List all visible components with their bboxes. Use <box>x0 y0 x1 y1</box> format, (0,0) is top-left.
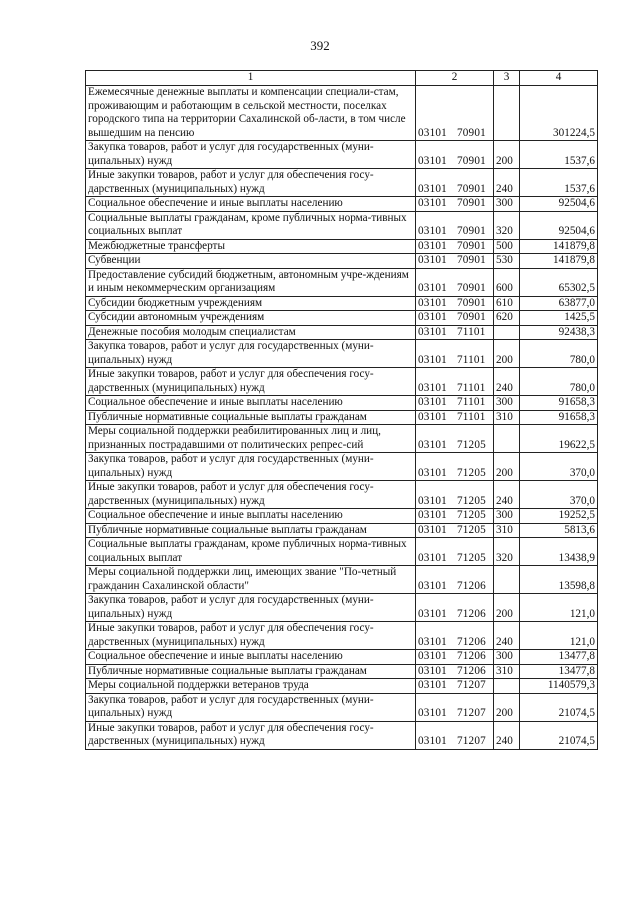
row-target-code <box>416 340 494 368</box>
table-row <box>86 268 598 296</box>
row-name: Социальные выплаты гражданам, кроме публичных норма-тивных социальных выплат <box>86 211 416 239</box>
row-target-code <box>416 664 494 679</box>
row-amount: 1537,6 <box>520 169 598 197</box>
code-item: 71205 <box>456 494 486 507</box>
code-item: 70901 <box>456 254 486 266</box>
row-expense-type: 240 <box>494 169 520 197</box>
code-item: 70901 <box>456 239 486 252</box>
code-section: 03101 <box>418 197 447 209</box>
code-item: 71101 <box>456 325 486 338</box>
row-target-code <box>416 410 494 425</box>
code-section: 03101 <box>418 650 447 662</box>
budget-table <box>85 70 598 750</box>
row-target-code <box>416 197 494 212</box>
table-row <box>86 664 598 679</box>
table-row <box>86 622 598 650</box>
row-amount: 1537,6 <box>520 141 598 169</box>
row-target-code <box>416 169 494 197</box>
row-name: Иные закупки товаров, работ и услуг для обеспечения госу-дарственных (муниципальных) нужд <box>86 721 416 749</box>
code-item: 71205 <box>456 509 486 521</box>
table-row <box>86 453 598 481</box>
table-row <box>86 566 598 594</box>
row-name: Социальное обеспечение и иные выплаты населению <box>86 509 416 524</box>
row-target-code <box>416 509 494 524</box>
code-section: 03101 <box>418 664 447 677</box>
row-name: Закупка товаров, работ и услуг для государственных (муни-ципальных) нужд <box>86 141 416 169</box>
row-target-code <box>416 622 494 650</box>
code-item: 71205 <box>456 523 486 536</box>
code-section: 03101 <box>418 579 447 592</box>
row-name: Межбюджетные трансферты <box>86 239 416 254</box>
row-amount: 19252,5 <box>520 509 598 524</box>
row-amount: 65302,5 <box>520 268 598 296</box>
code-item: 71206 <box>456 635 486 648</box>
table-row <box>86 509 598 524</box>
row-name: Закупка товаров, работ и услуг для государственных (муни-ципальных) нужд <box>86 594 416 622</box>
row-expense-type: 320 <box>494 538 520 566</box>
row-target-code <box>416 296 494 311</box>
code-item: 70901 <box>456 225 486 237</box>
header-col-3: 3 <box>494 71 520 86</box>
code-section: 03101 <box>418 182 447 195</box>
code-item: 71205 <box>456 466 486 479</box>
row-amount: 5813,6 <box>520 523 598 538</box>
row-name: Иные закупки товаров, работ и услуг для обеспечения госу-дарственных (муниципальных) нужд <box>86 622 416 650</box>
row-target-code <box>416 538 494 566</box>
code-section: 03101 <box>418 154 447 167</box>
row-name: Публичные нормативные социальные выплаты гражданам <box>86 410 416 425</box>
code-item: 70901 <box>456 197 486 209</box>
row-amount: 301224,5 <box>520 86 598 141</box>
row-name: Закупка товаров, работ и услуг для государственных (муни-ципальных) нужд <box>86 340 416 368</box>
row-target-code <box>416 86 494 141</box>
table-row <box>86 650 598 665</box>
code-section: 03101 <box>418 735 447 747</box>
row-expense-type: 530 <box>494 254 520 269</box>
code-item: 71206 <box>456 664 486 677</box>
code-section: 03101 <box>418 707 447 719</box>
row-amount: 780,0 <box>520 340 598 368</box>
row-expense-type: 200 <box>494 340 520 368</box>
code-section: 03101 <box>418 523 447 536</box>
code-item: 71205 <box>456 438 486 451</box>
row-expense-type: 200 <box>494 453 520 481</box>
code-section: 03101 <box>418 509 447 521</box>
table-row <box>86 481 598 509</box>
header-col-4: 4 <box>520 71 598 86</box>
row-target-code <box>416 523 494 538</box>
row-expense-type: 200 <box>494 594 520 622</box>
row-expense-type: 240 <box>494 368 520 396</box>
page-number: 392 <box>310 38 330 53</box>
row-name: Социальное обеспечение и иные выплаты населению <box>86 197 416 212</box>
row-amount: 13598,8 <box>520 566 598 594</box>
row-expense-type: 240 <box>494 622 520 650</box>
row-expense-type: 300 <box>494 509 520 524</box>
code-item: 71101 <box>456 410 486 423</box>
code-section: 03101 <box>418 679 447 691</box>
code-section: 03101 <box>418 353 447 366</box>
table-row <box>86 254 598 269</box>
code-item: 71205 <box>456 551 486 564</box>
row-expense-type: 620 <box>494 311 520 326</box>
row-target-code <box>416 368 494 396</box>
code-section: 03101 <box>418 325 447 338</box>
row-name: Иные закупки товаров, работ и услуг для обеспечения госу-дарственных (муниципальных) нужд <box>86 481 416 509</box>
row-target-code <box>416 311 494 326</box>
row-expense-type <box>494 86 520 141</box>
code-item: 70901 <box>456 282 486 294</box>
row-amount: 121,0 <box>520 594 598 622</box>
row-amount: 21074,5 <box>520 721 598 749</box>
row-amount: 370,0 <box>520 453 598 481</box>
row-target-code <box>416 721 494 749</box>
row-amount: 91658,3 <box>520 396 598 411</box>
row-expense-type: 500 <box>494 239 520 254</box>
code-section: 03101 <box>418 494 447 507</box>
code-item: 70901 <box>456 296 486 309</box>
row-amount: 13477,8 <box>520 650 598 665</box>
code-item: 71206 <box>456 650 486 662</box>
row-amount: 780,0 <box>520 368 598 396</box>
row-amount: 141879,8 <box>520 239 598 254</box>
code-item: 71207 <box>456 735 486 747</box>
code-item: 71101 <box>456 381 486 394</box>
row-amount: 1425,5 <box>520 311 598 326</box>
row-expense-type: 300 <box>494 650 520 665</box>
row-target-code <box>416 396 494 411</box>
code-section: 03101 <box>418 239 447 252</box>
code-section: 03101 <box>418 311 447 323</box>
table-row <box>86 340 598 368</box>
code-section: 03101 <box>418 551 447 564</box>
row-expense-type: 200 <box>494 693 520 721</box>
code-item: 70901 <box>456 182 486 195</box>
table-row <box>86 141 598 169</box>
row-expense-type: 240 <box>494 721 520 749</box>
row-target-code <box>416 566 494 594</box>
row-target-code <box>416 481 494 509</box>
row-amount: 19622,5 <box>520 425 598 453</box>
table-row <box>86 368 598 396</box>
row-name: Публичные нормативные социальные выплаты гражданам <box>86 664 416 679</box>
row-name: Меры социальной поддержки ветеранов труда <box>86 679 416 694</box>
header-col-1: 1 <box>86 71 416 86</box>
header-col-2: 2 <box>416 71 494 86</box>
row-target-code <box>416 254 494 269</box>
table-row <box>86 693 598 721</box>
row-amount: 1140579,3 <box>520 679 598 694</box>
row-name: Публичные нормативные социальные выплаты гражданам <box>86 523 416 538</box>
code-section: 03101 <box>418 438 447 451</box>
row-target-code <box>416 268 494 296</box>
row-amount: 21074,5 <box>520 693 598 721</box>
table-row <box>86 523 598 538</box>
row-amount: 141879,8 <box>520 254 598 269</box>
code-item: 71101 <box>456 353 486 366</box>
code-section: 03101 <box>418 466 447 479</box>
row-expense-type: 240 <box>494 481 520 509</box>
row-expense-type: 600 <box>494 268 520 296</box>
row-amount: 370,0 <box>520 481 598 509</box>
row-amount: 92438,3 <box>520 325 598 340</box>
row-expense-type: 300 <box>494 396 520 411</box>
row-amount: 13477,8 <box>520 664 598 679</box>
code-section: 03101 <box>418 381 447 394</box>
code-item: 71206 <box>456 579 486 592</box>
table-row <box>86 396 598 411</box>
code-item: 70901 <box>456 126 486 139</box>
table-row <box>86 311 598 326</box>
table-header-row <box>86 71 598 86</box>
code-item: 70901 <box>456 154 486 167</box>
table-row <box>86 721 598 749</box>
code-section: 03101 <box>418 410 447 423</box>
row-target-code <box>416 453 494 481</box>
row-amount: 121,0 <box>520 622 598 650</box>
row-name: Субсидии бюджетным учреждениям <box>86 296 416 311</box>
row-name: Субсидии автономным учреждениям <box>86 311 416 326</box>
row-name: Ежемесячные денежные выплаты и компенсации специали-стам, проживающим и работающим в сельской местности, поселках городского типа на территории Сахалинской об-ласти, в том числе вышедшим на пенсию <box>86 86 416 141</box>
row-target-code <box>416 239 494 254</box>
table-row <box>86 169 598 197</box>
row-name: Закупка товаров, работ и услуг для государственных (муни-ципальных) нужд <box>86 453 416 481</box>
table-row <box>86 86 598 141</box>
row-expense-type <box>494 679 520 694</box>
code-item: 71206 <box>456 607 486 620</box>
table-row <box>86 410 598 425</box>
table-row <box>86 425 598 453</box>
row-target-code <box>416 141 494 169</box>
code-item: 71101 <box>456 396 486 408</box>
row-name: Меры социальной поддержки реабилитированных лиц и лиц, признанных пострадавшими от политических репрес-сий <box>86 425 416 453</box>
row-expense-type: 310 <box>494 523 520 538</box>
row-expense-type: 300 <box>494 197 520 212</box>
table-row <box>86 679 598 694</box>
code-section: 03101 <box>418 396 447 408</box>
row-amount: 91658,3 <box>520 410 598 425</box>
row-expense-type: 310 <box>494 410 520 425</box>
code-section: 03101 <box>418 607 447 620</box>
row-amount: 92504,6 <box>520 211 598 239</box>
code-section: 03101 <box>418 282 447 294</box>
row-expense-type <box>494 425 520 453</box>
row-name: Меры социальной поддержки лиц, имеющих звание "По-четный гражданин Сахалинской области" <box>86 566 416 594</box>
code-section: 03101 <box>418 126 447 139</box>
row-name: Субвенции <box>86 254 416 269</box>
table-row <box>86 538 598 566</box>
row-name: Социальные выплаты гражданам, кроме публичных норма-тивных социальных выплат <box>86 538 416 566</box>
row-amount: 13438,9 <box>520 538 598 566</box>
table-row <box>86 296 598 311</box>
table-row <box>86 211 598 239</box>
row-amount: 92504,6 <box>520 197 598 212</box>
code-section: 03101 <box>418 296 447 309</box>
row-target-code <box>416 650 494 665</box>
row-name: Денежные пособия молодым специалистам <box>86 325 416 340</box>
row-target-code <box>416 693 494 721</box>
row-target-code <box>416 425 494 453</box>
row-name: Закупка товаров, работ и услуг для государственных (муни-ципальных) нужд <box>86 693 416 721</box>
row-expense-type: 310 <box>494 664 520 679</box>
row-name: Социальное обеспечение и иные выплаты населению <box>86 396 416 411</box>
row-expense-type <box>494 325 520 340</box>
table-row <box>86 325 598 340</box>
code-section: 03101 <box>418 254 447 266</box>
code-item: 71207 <box>456 679 486 691</box>
table-row <box>86 239 598 254</box>
table-row <box>86 197 598 212</box>
table-row <box>86 594 598 622</box>
row-target-code <box>416 594 494 622</box>
code-section: 03101 <box>418 225 447 237</box>
row-name: Предоставление субсидий бюджетным, автономным учре-ждениям и иным некоммерческим организациям <box>86 268 416 296</box>
code-item: 70901 <box>456 311 486 323</box>
row-target-code <box>416 211 494 239</box>
row-target-code <box>416 679 494 694</box>
row-name: Социальное обеспечение и иные выплаты населению <box>86 650 416 665</box>
row-amount: 63877,0 <box>520 296 598 311</box>
code-item: 71207 <box>456 707 486 719</box>
row-target-code <box>416 325 494 340</box>
code-section: 03101 <box>418 635 447 648</box>
row-name: Иные закупки товаров, работ и услуг для обеспечения госу-дарственных (муниципальных) нужд <box>86 368 416 396</box>
row-name: Иные закупки товаров, работ и услуг для обеспечения госу-дарственных (муниципальных) нужд <box>86 169 416 197</box>
row-expense-type: 200 <box>494 141 520 169</box>
row-expense-type <box>494 566 520 594</box>
row-expense-type: 610 <box>494 296 520 311</box>
row-expense-type: 320 <box>494 211 520 239</box>
